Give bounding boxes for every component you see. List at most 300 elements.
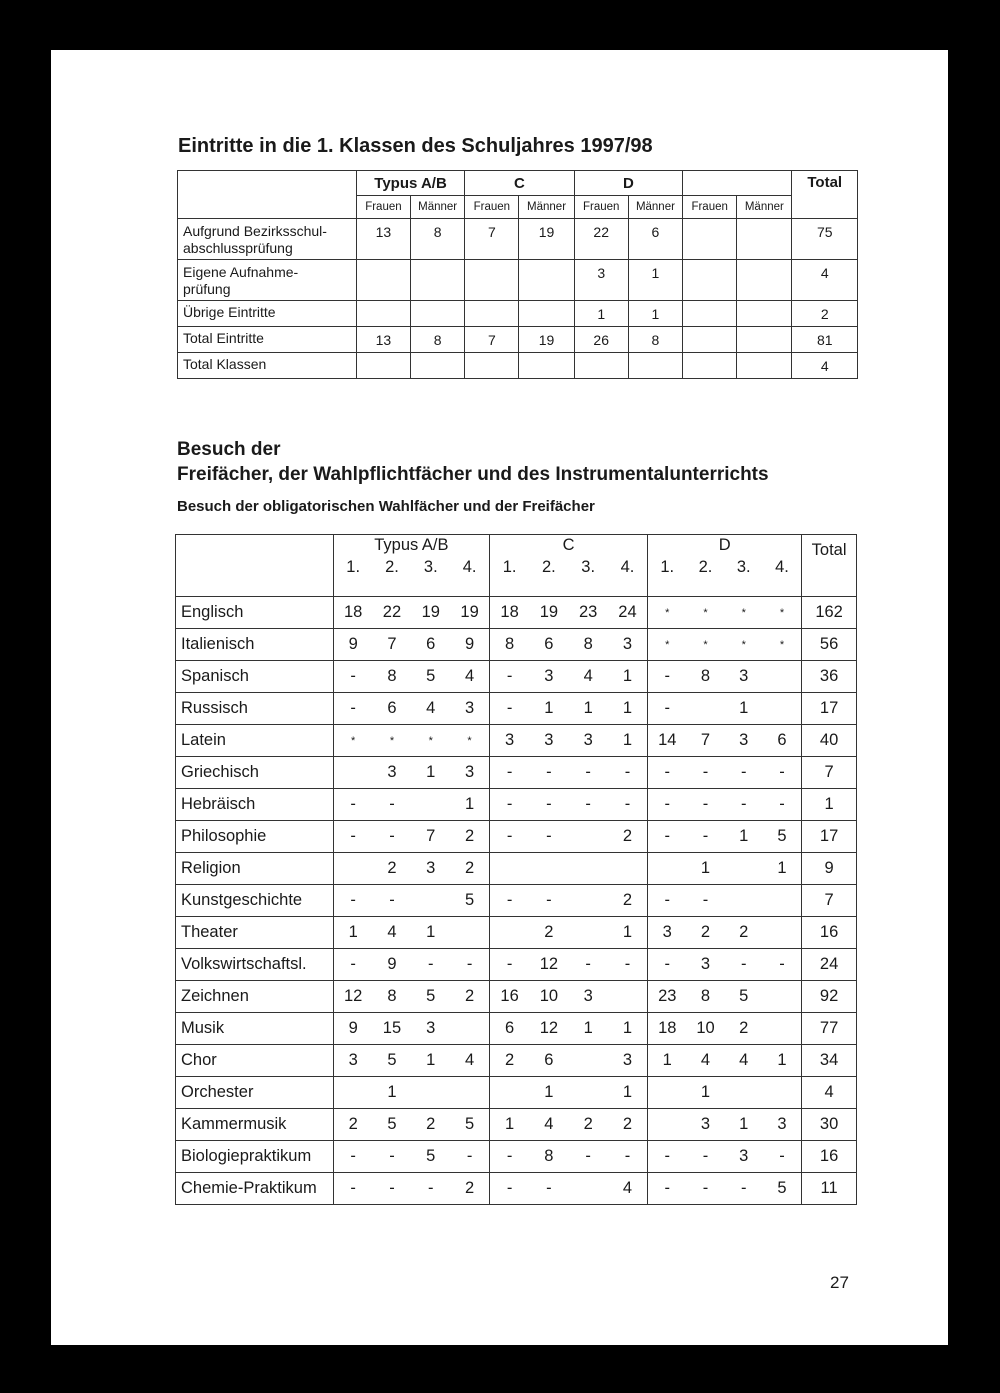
value-cell: 4 xyxy=(426,699,436,717)
value-cells xyxy=(648,981,801,1012)
group-values-ab xyxy=(333,1077,489,1109)
group-values-c xyxy=(489,1173,647,1205)
group-values-ab xyxy=(333,1141,489,1173)
value-cell: 3 xyxy=(574,260,628,301)
value-cell: - xyxy=(350,667,356,685)
value-cell: 3 xyxy=(544,731,554,749)
section2-title-line2: Freifächer, der Wahlpflichtfächer und des Instrumentalunterrichts xyxy=(177,464,769,485)
value-cells xyxy=(334,1077,489,1108)
table-row xyxy=(178,301,858,327)
value-cell: 7 xyxy=(426,827,436,845)
table-row xyxy=(176,757,857,789)
class-level: 3. xyxy=(423,558,438,576)
value-cell: 4 xyxy=(622,1179,633,1197)
value-cell: 8 xyxy=(387,987,397,1005)
value-cell: 8 xyxy=(544,1147,554,1165)
value-cell: 2 xyxy=(464,987,475,1005)
value-cell: 3 xyxy=(700,955,711,973)
group-name: C xyxy=(562,536,575,554)
value-cell: 1 xyxy=(622,1019,633,1037)
group-values-d xyxy=(648,1173,802,1205)
value-cell: 4 xyxy=(464,667,475,685)
group-header: C xyxy=(465,171,574,196)
value-cell: 9 xyxy=(464,635,475,653)
value-cell: 1 xyxy=(700,1083,711,1101)
value-cell: 6 xyxy=(544,1051,554,1069)
value-cell: 6 xyxy=(387,699,397,717)
total-cell: 17 xyxy=(802,693,857,725)
value-cell: 7 xyxy=(700,731,711,749)
value-cell: 23 xyxy=(658,987,677,1005)
value-cell: - xyxy=(664,1147,671,1165)
table-row xyxy=(178,260,858,301)
value-cell: 4 xyxy=(700,1051,711,1069)
class-level: 4. xyxy=(620,558,635,576)
value-cell: - xyxy=(664,955,671,973)
group-values-d xyxy=(648,885,802,917)
total-cell: 2 xyxy=(792,301,858,327)
value-cell xyxy=(465,301,519,327)
total-cell: 162 xyxy=(802,597,857,629)
value-cell: 2 xyxy=(544,923,554,941)
value-cell: 19 xyxy=(519,327,574,353)
value-cell xyxy=(519,353,574,379)
row-label: Total Eintritte xyxy=(178,327,357,353)
group-values-ab xyxy=(333,981,489,1013)
value-cell: 1 xyxy=(628,260,682,301)
group-values-ab xyxy=(333,661,489,693)
value-cell: 12 xyxy=(539,955,559,973)
group-values-ab xyxy=(333,1109,489,1141)
value-cell: 1 xyxy=(700,859,711,877)
document-page xyxy=(51,50,948,1345)
value-cell: 14 xyxy=(658,731,677,749)
value-cell: 5 xyxy=(426,987,436,1005)
group-values-d xyxy=(648,1109,802,1141)
value-cell: 3 xyxy=(777,1115,787,1133)
total-cell: 77 xyxy=(802,1013,857,1045)
value-cell xyxy=(465,353,519,379)
value-cell: 1 xyxy=(622,731,633,749)
value-cell: 8 xyxy=(583,635,593,653)
subject-label: Orchester xyxy=(176,1077,334,1109)
value-cell: 22 xyxy=(382,603,402,621)
value-cell xyxy=(410,260,464,301)
value-cell: * xyxy=(351,734,356,747)
value-cell: 1 xyxy=(426,923,436,941)
subject-label: Griechisch xyxy=(176,757,334,789)
value-cell: 1 xyxy=(583,699,593,717)
group-values-ab xyxy=(333,885,489,917)
value-cell: - xyxy=(779,763,785,781)
value-cell: - xyxy=(585,795,591,813)
value-cell: - xyxy=(389,1179,395,1197)
value-cells xyxy=(490,853,647,884)
value-cell: - xyxy=(664,667,671,685)
gender-header: Frauen xyxy=(356,196,410,219)
value-cell: * xyxy=(741,638,746,651)
value-cells xyxy=(648,821,801,852)
table-row xyxy=(176,661,857,693)
value-cell: 4 xyxy=(464,1051,475,1069)
value-cell xyxy=(356,301,410,327)
value-cell: - xyxy=(466,1147,473,1165)
value-cells xyxy=(334,1109,489,1140)
class-level: 1. xyxy=(502,558,517,576)
group-values-c xyxy=(489,693,647,725)
value-cell: - xyxy=(350,955,356,973)
table-row xyxy=(176,917,857,949)
group-values-ab xyxy=(333,1013,489,1045)
gender-header: Frauen xyxy=(683,196,737,219)
group-values-d xyxy=(648,725,802,757)
value-cells xyxy=(334,757,489,788)
value-cell: - xyxy=(546,763,552,781)
subject-label: Kammermusik xyxy=(176,1109,334,1141)
value-cell: 3 xyxy=(544,667,554,685)
value-cell: * xyxy=(779,606,785,619)
group-values-c xyxy=(489,917,647,949)
group-header xyxy=(648,535,802,597)
value-cell: 1 xyxy=(628,301,682,327)
subject-label: Biologiepraktikum xyxy=(176,1141,334,1173)
value-cells xyxy=(648,1013,801,1044)
group-values-ab xyxy=(333,789,489,821)
value-cells xyxy=(648,1173,801,1204)
value-cell: 9 xyxy=(387,955,397,973)
value-cells xyxy=(334,949,489,980)
gender-header: Männer xyxy=(628,196,682,219)
value-cell: - xyxy=(779,1147,785,1165)
total-cell: 56 xyxy=(802,629,857,661)
class-level: 4. xyxy=(775,558,789,576)
group-values-c xyxy=(489,821,647,853)
total-cell: 1 xyxy=(802,789,857,821)
total-cell: 24 xyxy=(802,949,857,981)
value-cell: - xyxy=(506,795,513,813)
group-values-d xyxy=(648,661,802,693)
total-cell: 11 xyxy=(802,1173,857,1205)
value-cells xyxy=(334,725,489,756)
group-values-ab xyxy=(333,757,489,789)
value-cell: - xyxy=(506,1147,513,1165)
value-cell: 3 xyxy=(505,731,515,749)
value-cell xyxy=(737,219,792,260)
value-cell: - xyxy=(389,891,395,909)
gender-header: Männer xyxy=(410,196,464,219)
value-cells xyxy=(334,661,489,692)
subject-label: Russisch xyxy=(176,693,334,725)
value-cell: 5 xyxy=(739,987,749,1005)
value-cells xyxy=(334,1013,489,1044)
value-cell: 1 xyxy=(426,1051,436,1069)
value-cells xyxy=(648,597,801,628)
group-values-d xyxy=(648,1077,802,1109)
value-cell: 19 xyxy=(539,603,559,621)
group-values-c xyxy=(489,885,647,917)
table-row xyxy=(176,885,857,917)
class-levels xyxy=(648,557,801,577)
value-cell: 24 xyxy=(618,603,637,621)
value-cell: 4 xyxy=(387,923,397,941)
value-cells xyxy=(648,789,801,820)
value-cell: 6 xyxy=(505,1019,515,1037)
value-cell: 18 xyxy=(500,603,519,621)
value-cell: 3 xyxy=(739,1147,749,1165)
subject-label: Chemie-Praktikum xyxy=(176,1173,334,1205)
value-cell: 2 xyxy=(739,1019,749,1037)
value-cells xyxy=(334,821,489,852)
value-cell: 5 xyxy=(387,1051,397,1069)
table-row xyxy=(176,1173,857,1205)
subject-label: Chor xyxy=(176,1045,334,1077)
value-cell: - xyxy=(506,763,513,781)
value-cell: 16 xyxy=(500,987,519,1005)
group-header xyxy=(489,535,647,597)
value-cell: - xyxy=(741,1179,747,1197)
subject-label: Latein xyxy=(176,725,334,757)
value-cell: * xyxy=(665,638,670,651)
group-values-d xyxy=(648,693,802,725)
value-cell: - xyxy=(664,891,671,909)
value-cell: - xyxy=(350,827,356,845)
group-values-ab xyxy=(333,629,489,661)
value-cell: 3 xyxy=(464,699,475,717)
value-cell: 1 xyxy=(622,1083,633,1101)
value-cell: 8 xyxy=(410,327,464,353)
value-cells xyxy=(334,1045,489,1076)
value-cell xyxy=(683,327,737,353)
value-cell: 1 xyxy=(622,667,633,685)
value-cell xyxy=(683,260,737,301)
total-cell: 7 xyxy=(802,757,857,789)
class-levels xyxy=(490,557,647,577)
row-label: Total Klassen xyxy=(178,353,357,379)
table-row xyxy=(176,1109,857,1141)
value-cell: 3 xyxy=(622,635,633,653)
value-cell: 4 xyxy=(739,1051,749,1069)
total-cell: 4 xyxy=(792,260,858,301)
value-cell: 15 xyxy=(382,1019,402,1037)
value-cell: - xyxy=(350,1179,356,1197)
group-values-ab xyxy=(333,1045,489,1077)
subject-label: Volkswirtschaftsl. xyxy=(176,949,334,981)
section2-subtitle: Besuch der obligatorischen Wahlfächer und der Freifächer xyxy=(177,498,595,515)
value-cell: 6 xyxy=(544,635,554,653)
gender-header: Männer xyxy=(737,196,792,219)
total-cell: 34 xyxy=(802,1045,857,1077)
value-cells xyxy=(490,629,647,660)
group-values-ab xyxy=(333,853,489,885)
value-cell: 3 xyxy=(348,1051,358,1069)
section2-title-line1: Besuch der xyxy=(177,439,281,460)
table-row xyxy=(178,327,858,353)
value-cells xyxy=(490,1141,647,1172)
value-cells xyxy=(648,917,801,948)
header-row-groups xyxy=(178,171,858,196)
total-header: Total xyxy=(792,171,858,219)
value-cells xyxy=(334,629,489,660)
group-values-c xyxy=(489,661,647,693)
section1-title: Eintritte in die 1. Klassen des Schuljahres 1997/98 xyxy=(178,135,653,157)
value-cells xyxy=(490,981,647,1012)
value-cell: - xyxy=(702,1179,709,1197)
value-cell xyxy=(683,301,737,327)
gender-header: Männer xyxy=(519,196,574,219)
value-cell: 1 xyxy=(622,923,633,941)
value-cell: 2 xyxy=(739,923,749,941)
group-values-ab xyxy=(333,1173,489,1205)
total-cell: 4 xyxy=(792,353,858,379)
value-cells xyxy=(490,1173,647,1204)
table-row xyxy=(176,821,857,853)
class-level: 2. xyxy=(698,558,713,576)
total-cell: 16 xyxy=(802,1141,857,1173)
group-values-ab xyxy=(333,949,489,981)
value-cells xyxy=(648,1077,801,1108)
value-cell: 7 xyxy=(387,635,397,653)
value-cells xyxy=(334,1173,489,1204)
value-cell: 5 xyxy=(387,1115,397,1133)
value-cell: 1 xyxy=(739,699,749,717)
value-cell: 1 xyxy=(739,1115,749,1133)
value-cells xyxy=(334,789,489,820)
value-cell: - xyxy=(546,891,552,909)
subject-label: Italienisch xyxy=(176,629,334,661)
table-row xyxy=(178,219,858,260)
value-cell: - xyxy=(664,827,671,845)
value-cell: - xyxy=(546,827,552,845)
group-values-ab xyxy=(333,821,489,853)
class-level: 4. xyxy=(462,558,477,576)
value-cell: - xyxy=(506,955,513,973)
subjects-attendance-table xyxy=(175,534,857,1205)
group-values-d xyxy=(648,789,802,821)
value-cell: 1 xyxy=(777,1051,787,1069)
group-values-c xyxy=(489,1141,647,1173)
group-header xyxy=(683,171,792,196)
value-cell: - xyxy=(389,827,395,845)
value-cell: 8 xyxy=(387,667,397,685)
value-cell: 8 xyxy=(505,635,515,653)
value-cell: 3 xyxy=(387,763,397,781)
group-values-c xyxy=(489,949,647,981)
value-cell: 3 xyxy=(426,859,436,877)
value-cells xyxy=(334,981,489,1012)
value-cell: 1 xyxy=(583,1019,593,1037)
value-cell: 5 xyxy=(464,1115,475,1133)
value-cell: 4 xyxy=(583,667,593,685)
value-cell: 1 xyxy=(544,699,554,717)
group-values-d xyxy=(648,757,802,789)
group-values-ab xyxy=(333,917,489,949)
value-cell xyxy=(410,353,464,379)
value-cells xyxy=(490,725,647,756)
value-cell: 3 xyxy=(662,923,672,941)
value-cells xyxy=(490,597,647,628)
value-cell xyxy=(574,353,628,379)
value-cell: - xyxy=(350,699,356,717)
class-level: 1. xyxy=(346,558,361,576)
value-cell: - xyxy=(624,763,631,781)
value-cells xyxy=(490,949,647,980)
value-cells xyxy=(334,1141,489,1172)
value-cell: - xyxy=(664,1179,671,1197)
value-cell xyxy=(410,301,464,327)
value-cell: 23 xyxy=(578,603,598,621)
value-cell: * xyxy=(665,606,670,619)
row-label: Übrige Eintritte xyxy=(178,301,357,327)
value-cell: 8 xyxy=(628,327,682,353)
subject-label: Theater xyxy=(176,917,334,949)
row-label: Aufgrund Bezirksschul- abschlussprüfung xyxy=(178,219,357,260)
value-cell: 1 xyxy=(662,1051,672,1069)
value-cell xyxy=(683,353,737,379)
group-header xyxy=(333,535,489,597)
row-label: Eigene Aufnahme- prüfung xyxy=(178,260,357,301)
value-cell: 1 xyxy=(777,859,787,877)
group-values-d xyxy=(648,949,802,981)
value-cell: 2 xyxy=(348,1115,358,1133)
value-cell: 8 xyxy=(410,219,464,260)
value-cell xyxy=(356,353,410,379)
total-cell: 36 xyxy=(802,661,857,693)
value-cell: * xyxy=(703,606,708,619)
value-cell: 22 xyxy=(574,219,628,260)
table-row xyxy=(176,725,857,757)
group-values-c xyxy=(489,1109,647,1141)
value-cell: 3 xyxy=(739,667,749,685)
value-cells xyxy=(648,757,801,788)
subject-label: Zeichnen xyxy=(176,981,334,1013)
subject-label: Religion xyxy=(176,853,334,885)
value-cells xyxy=(334,853,489,884)
group-values-d xyxy=(648,917,802,949)
group-values-c xyxy=(489,789,647,821)
value-cells xyxy=(334,693,489,724)
value-cell: - xyxy=(741,763,747,781)
table-row xyxy=(176,1045,857,1077)
value-cell: - xyxy=(506,891,513,909)
value-cells xyxy=(648,1109,801,1140)
group-values-ab xyxy=(333,725,489,757)
value-cell: 3 xyxy=(583,731,593,749)
group-name: Typus A/B xyxy=(374,536,449,554)
value-cell: 1 xyxy=(622,699,633,717)
value-cells xyxy=(490,1109,647,1140)
entries-table xyxy=(177,170,858,379)
corner-cell xyxy=(176,535,334,597)
value-cell: 10 xyxy=(696,1019,715,1037)
value-cell: - xyxy=(624,1147,631,1165)
table-row xyxy=(176,597,857,629)
value-cell xyxy=(737,301,792,327)
total-cell: 7 xyxy=(802,885,857,917)
value-cell: - xyxy=(624,955,631,973)
gender-header: Frauen xyxy=(465,196,519,219)
group-values-c xyxy=(489,853,647,885)
group-values-d xyxy=(648,1045,802,1077)
value-cells xyxy=(490,821,647,852)
value-cell: 9 xyxy=(348,1019,358,1037)
value-cell: - xyxy=(585,763,591,781)
value-cells xyxy=(490,661,647,692)
total-cell: 16 xyxy=(802,917,857,949)
value-cell: 1 xyxy=(739,827,749,845)
total-cell: 4 xyxy=(802,1077,857,1109)
value-cell: - xyxy=(506,667,513,685)
value-cell: 5 xyxy=(777,1179,787,1197)
